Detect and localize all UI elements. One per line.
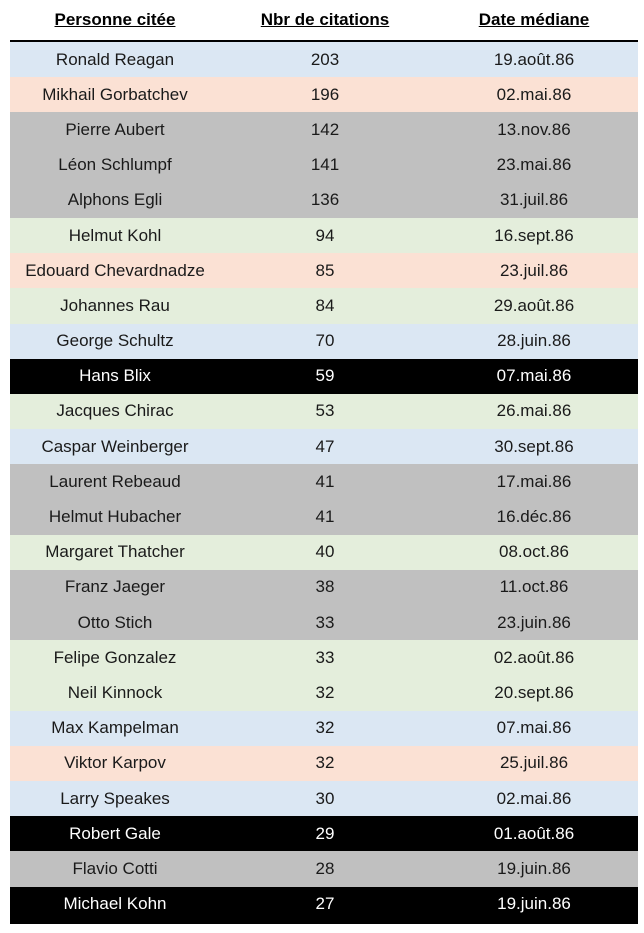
date-cell: 08.oct.86	[499, 542, 569, 562]
count-cell: 28	[315, 858, 335, 878]
person-cell: Felipe Gonzalez	[53, 647, 177, 667]
date-cell: 19.juin.86	[497, 858, 571, 878]
table-row	[10, 816, 638, 851]
count-cell: 32	[315, 682, 335, 702]
table-row	[10, 324, 638, 359]
date-cell: 19.août.86	[493, 49, 575, 69]
count-cell: 84	[315, 295, 335, 315]
table-row	[10, 746, 638, 781]
count-cell: 32	[315, 718, 335, 738]
bottom-rule	[10, 922, 638, 924]
person-cell: Helmut Kohl	[68, 225, 162, 245]
table-row	[10, 429, 638, 464]
person-cell: Johannes Rau	[60, 295, 170, 315]
date-cell: 26.mai.86	[496, 401, 572, 421]
count-cell: 70	[315, 331, 335, 351]
person-cell: George Schultz	[56, 331, 174, 351]
person-cell: Mikhail Gorbatchev	[42, 84, 188, 104]
date-cell: 02.août.86	[493, 647, 575, 667]
count-cell: 141	[310, 155, 340, 175]
date-cell: 28.juin.86	[497, 331, 571, 351]
person-cell: Neil Kinnock	[67, 682, 163, 702]
table-row	[10, 535, 638, 570]
person-cell: Jacques Chirac	[56, 401, 174, 421]
date-cell: 17.mai.86	[496, 471, 572, 491]
count-cell: 53	[315, 401, 335, 421]
table-row	[10, 499, 638, 534]
count-cell: 33	[315, 647, 335, 667]
table-row	[10, 711, 638, 746]
date-cell: 07.mai.86	[496, 366, 572, 386]
date-cell: 23.mai.86	[496, 155, 572, 175]
person-cell: Otto Stich	[77, 612, 153, 632]
count-cell: 29	[315, 823, 335, 843]
date-cell: 01.août.86	[493, 823, 575, 843]
table-row	[10, 218, 638, 253]
header-person: Personne citée	[54, 10, 176, 29]
date-cell: 29.août.86	[493, 295, 575, 315]
count-cell: 30	[315, 788, 335, 808]
count-cell: 85	[315, 260, 335, 280]
table-row	[10, 675, 638, 710]
table-row	[10, 605, 638, 640]
date-cell: 31.juil.86	[499, 190, 569, 210]
count-cell: 196	[310, 84, 340, 104]
citations-table	[10, 0, 638, 924]
table-row	[10, 183, 638, 218]
table-row	[10, 112, 638, 147]
count-cell: 41	[315, 507, 335, 527]
person-cell: Caspar Weinberger	[41, 436, 189, 456]
table-row	[10, 887, 638, 922]
table-row	[10, 77, 638, 112]
table-row	[10, 253, 638, 288]
person-cell: Franz Jaeger	[64, 577, 166, 597]
count-cell: 32	[315, 753, 335, 773]
table-body	[10, 42, 638, 922]
table-header	[10, 0, 638, 40]
count-cell: 59	[315, 366, 335, 386]
person-cell: Ronald Reagan	[55, 49, 175, 69]
person-cell: Pierre Aubert	[65, 119, 165, 139]
count-cell: 142	[310, 119, 340, 139]
table-row	[10, 640, 638, 675]
person-cell: Larry Speakes	[60, 788, 170, 808]
table-row	[10, 570, 638, 605]
table-row	[10, 359, 638, 394]
date-cell: 07.mai.86	[496, 718, 572, 738]
table-row	[10, 851, 638, 886]
count-cell: 40	[315, 542, 335, 562]
person-cell: Max Kampelman	[51, 718, 179, 738]
count-cell: 94	[315, 225, 335, 245]
person-cell: Laurent Rebeaud	[49, 471, 181, 491]
person-cell: Helmut Hubacher	[48, 507, 182, 527]
date-cell: 02.mai.86	[496, 84, 572, 104]
person-cell: Léon Schlumpf	[58, 155, 172, 175]
header-date: Date médiane	[478, 10, 590, 29]
person-cell: Viktor Karpov	[64, 753, 166, 773]
date-cell: 16.sept.86	[494, 225, 574, 245]
table-row	[10, 464, 638, 499]
header-count: Nbr de citations	[260, 10, 390, 29]
count-cell: 33	[315, 612, 335, 632]
person-cell: Alphons Egli	[67, 190, 163, 210]
date-cell: 16.déc.86	[496, 507, 572, 527]
date-cell: 20.sept.86	[494, 682, 574, 702]
table-row	[10, 148, 638, 183]
person-cell: Robert Gale	[69, 823, 161, 843]
date-cell: 19.juin.86	[497, 894, 571, 914]
count-cell: 136	[310, 190, 340, 210]
person-cell: Edouard Chevardnadze	[25, 260, 205, 280]
table-row	[10, 394, 638, 429]
count-cell: 203	[310, 49, 340, 69]
table-row	[10, 288, 638, 323]
date-cell: 25.juil.86	[499, 753, 569, 773]
date-cell: 23.juin.86	[497, 612, 571, 632]
person-cell: Flavio Cotti	[72, 858, 158, 878]
count-cell: 41	[315, 471, 335, 491]
person-cell: Margaret Thatcher	[45, 542, 185, 562]
count-cell: 38	[315, 577, 335, 597]
person-cell: Hans Blix	[79, 366, 151, 386]
table-row	[10, 781, 638, 816]
date-cell: 13.nov.86	[497, 119, 571, 139]
count-cell: 27	[315, 894, 335, 914]
person-cell: Michael Kohn	[63, 894, 167, 914]
date-cell: 30.sept.86	[494, 436, 574, 456]
count-cell: 47	[315, 436, 335, 456]
date-cell: 02.mai.86	[496, 788, 572, 808]
date-cell: 23.juil.86	[499, 260, 569, 280]
table-row	[10, 42, 638, 77]
date-cell: 11.oct.86	[499, 577, 569, 597]
